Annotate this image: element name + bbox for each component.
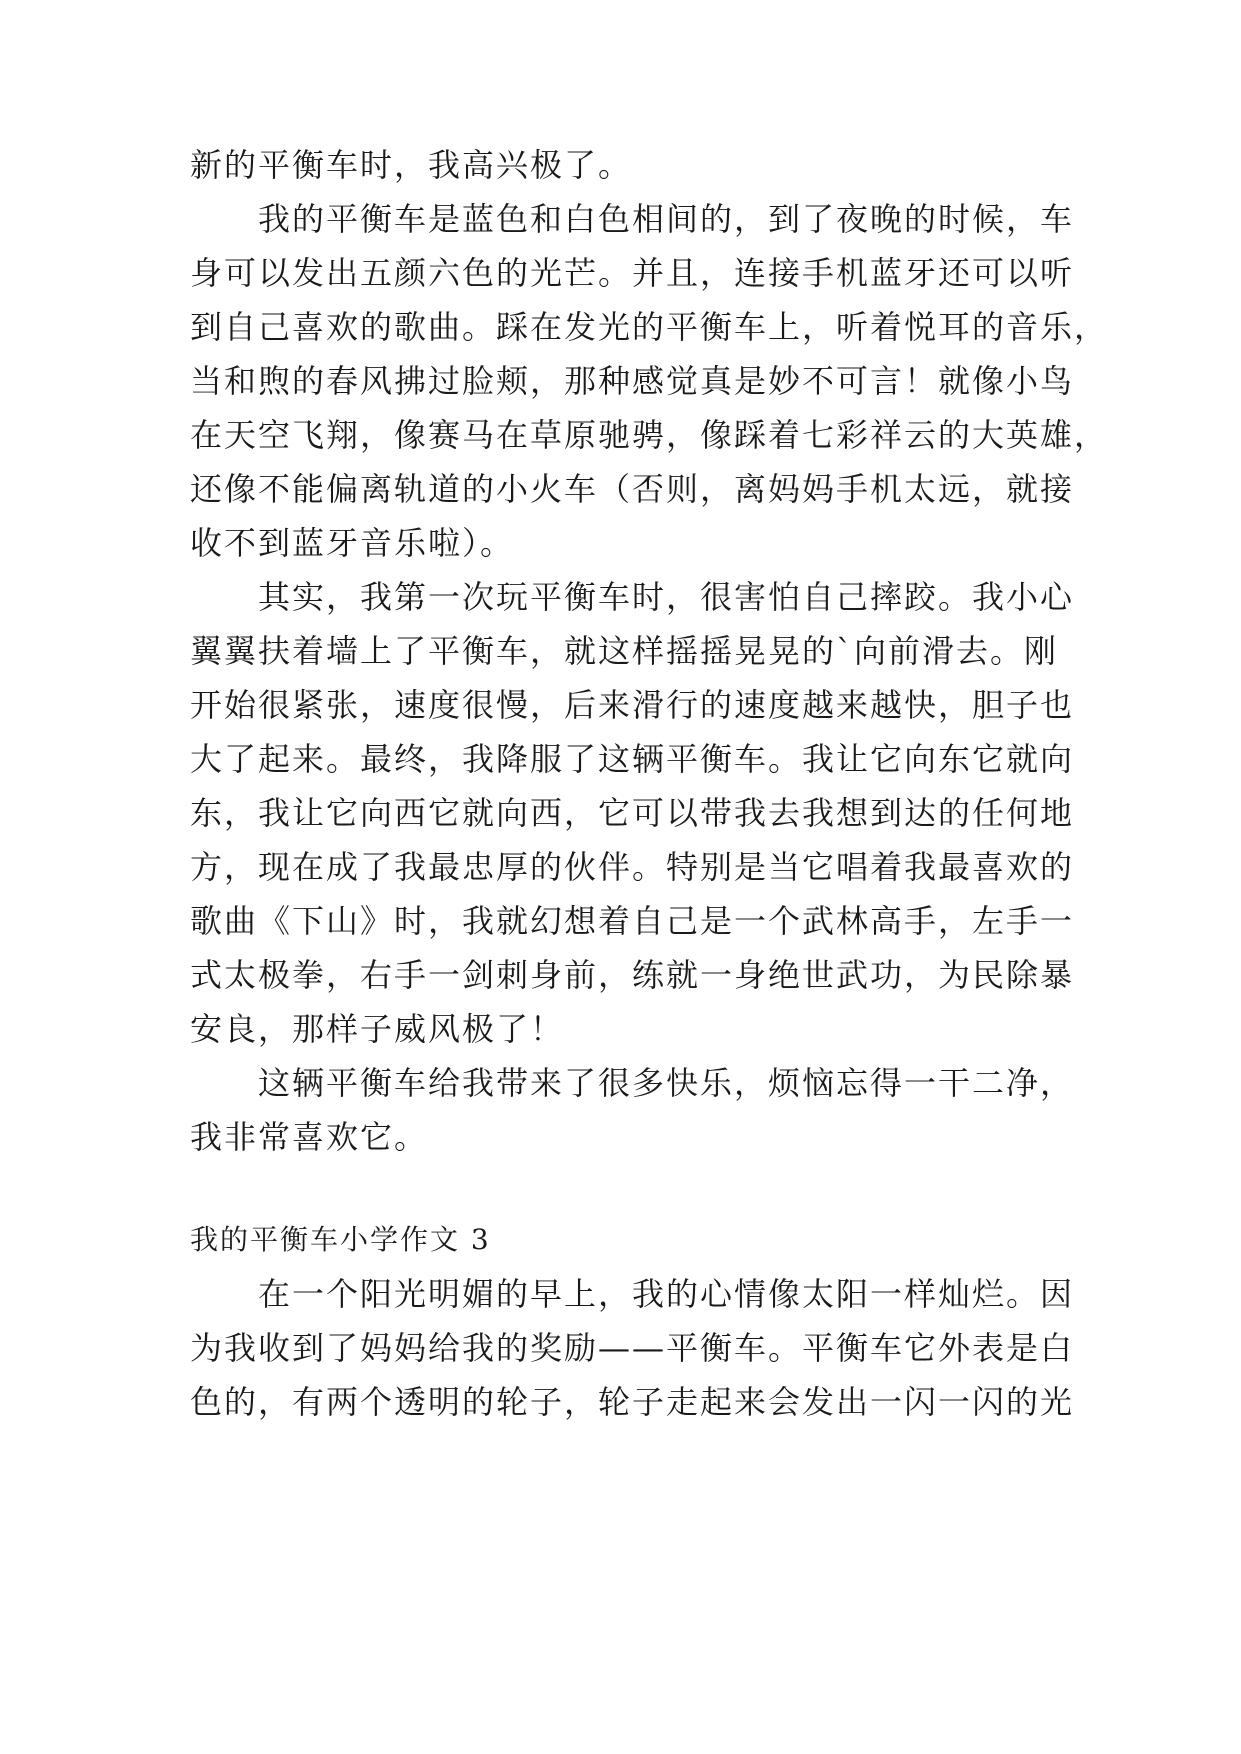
paragraph-line: 收不到蓝牙音乐啦）。 xyxy=(190,524,515,562)
paragraph-line: 我非常喜欢它。 xyxy=(190,1118,429,1156)
paragraph-line: 在天空飞翔，像赛马在草原驰骋，像踩着七彩祥云的大英雄， xyxy=(190,416,1109,454)
paragraph-line: 还像不能偏离轨道的小火车（否则，离妈妈手机太远，就接 xyxy=(190,470,1075,508)
paragraph-line: 歌曲《下山》时，我就幻想着自己是一个武林高手，左手一 xyxy=(190,902,1075,940)
paragraph-line: 在一个阳光明媚的早上，我的心情像太阳一样灿烂。因 xyxy=(258,1275,1075,1313)
paragraph-line: 我的平衡车是蓝色和白色相间的，到了夜晚的时候，车 xyxy=(258,200,1075,238)
paragraph-line: 大了起来。最终，我降服了这辆平衡车。我让它向东它就向 xyxy=(190,740,1075,778)
paragraph-line: 开始很紧张，速度很慢，后来滑行的速度越来越快，胆子也 xyxy=(190,686,1075,724)
paragraph-line: 为我收到了妈妈给我的奖励——平衡车。平衡车它外表是白 xyxy=(190,1329,1075,1367)
paragraph-line: 安良，那样子威风极了！ xyxy=(190,1010,565,1048)
paragraph-line: 当和煦的春风拂过脸颊，那种感觉真是妙不可言！就像小鸟 xyxy=(190,362,1075,400)
paragraph-line: 身可以发出五颜六色的光芒。并且，连接手机蓝牙还可以听 xyxy=(190,254,1075,292)
paragraph-line: 式太极拳，右手一剑刺身前，练就一身绝世武功，为民除暴 xyxy=(190,956,1075,994)
paragraph-line: 东，我让它向西它就向西，它可以带我去我想到达的任何地 xyxy=(190,794,1075,832)
paragraph-line: 到自己喜欢的歌曲。踩在发光的平衡车上，听着悦耳的音乐， xyxy=(190,308,1109,346)
paragraph-line: 新的平衡车时，我高兴极了。 xyxy=(190,146,633,184)
paragraph-line: 色的，有两个透明的轮子，轮子走起来会发出一闪一闪的光 xyxy=(190,1383,1075,1421)
paragraph-line: 这辆平衡车给我带来了很多快乐，烦恼忘得一干二净， xyxy=(258,1064,1075,1102)
paragraph-line: 翼翼扶着墙上了平衡车，就这样摇摇晃晃的`向前滑去。刚 xyxy=(190,632,1059,670)
section-title: 我的平衡车小学作文 3 xyxy=(190,1223,491,1256)
paragraph-line: 其实，我第一次玩平衡车时，很害怕自己摔跤。我小心 xyxy=(258,578,1075,616)
paragraph-line: 方，现在成了我最忠厚的伙伴。特别是当它唱着我最喜欢的 xyxy=(190,848,1075,886)
